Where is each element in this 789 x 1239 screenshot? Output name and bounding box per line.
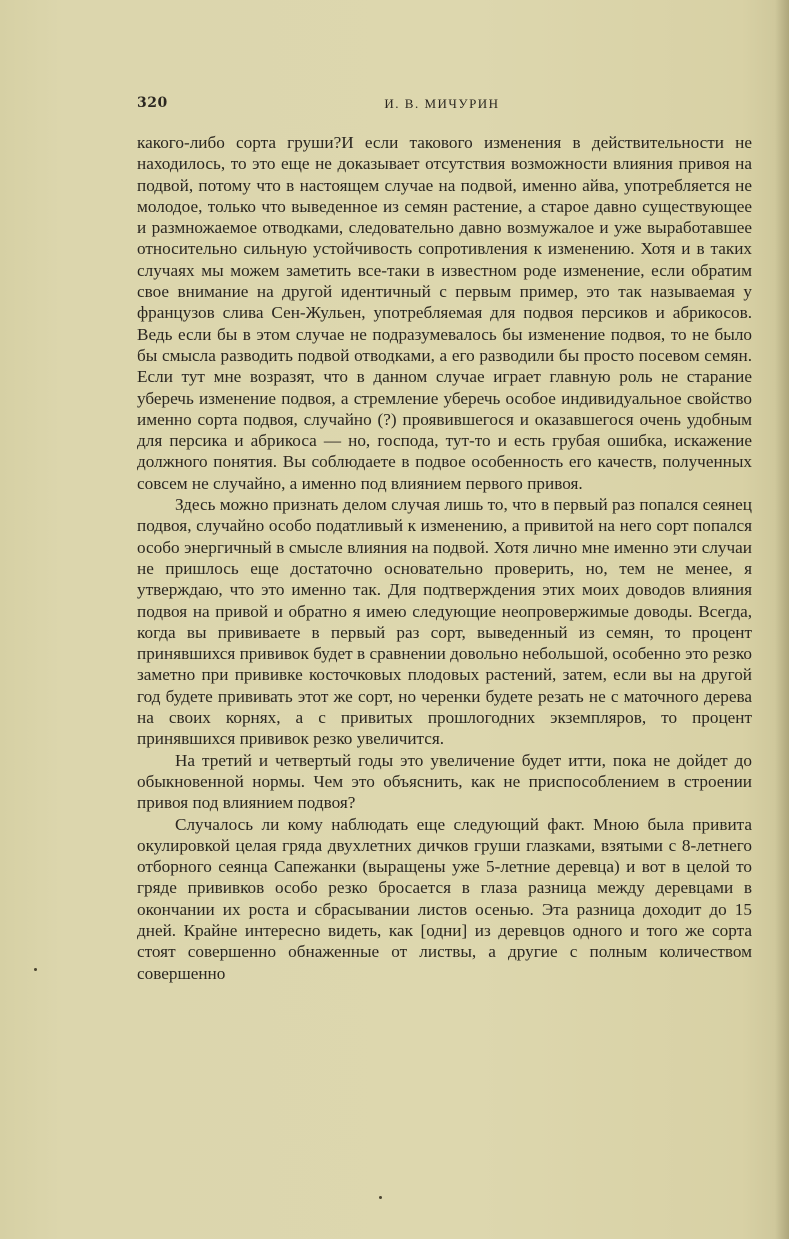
print-speck [34,968,37,971]
running-title: И. В. МИЧУРИН [384,96,500,111]
page-header [137,95,747,115]
page-edge-shadow [775,0,789,1239]
body-text [137,132,752,984]
paragraph: какого-либо сорта груши?И если такового изменения в действительности не находилось, то это еще не доказывает отсутствия возможности влияния привоя на подвой, потому что в настоящем случае на подвой, именно айва, употребляется не молодое, только что выведенное из семян растение, а старое давно существующее и размножаемое отводками, следовательно давно возмужалое и уже выработавшее относительно сильную устойчивость сопротивления к изменению. Хотя и в таких случаях мы можем заметить все-таки в известном роде изменение, если обратим свое внимание на другой идентичный с первым пример, это так называемая у французов слива Сен-Жульен, употребляемая для подвоя персиков и абрикосов. Ведь если бы в этом случае не подразумевалось бы изменение подвоя, то не было бы смысла разводить подвой отводками, а его разводили бы просто посевом семян. Если тут мне возразят, что в данном случае играет главную роль не старание уберечь изменение подвоя, а стремление уберечь особое индивидуальное свойство именно сорта подвоя, случайно (?) проявившегося и оказавшегося очень удобным для персика и абрикоса — но, господа, тут-то и есть грубая ошибка, искажение должного понятия. Вы соблюдаете в подвое особенность его качеств, полученных совсем не случайно, а именно под влиянием первого привоя. [137,133,752,493]
page-number: 320 [137,95,168,111]
print-speck [379,1196,382,1199]
paragraph: Случалось ли кому наблюдать еще следующий факт. Мною была привита окулировкой целая гряда двухлетних дичков груши глазками, взятыми с 8-летнего отборного сеянца Сапежанки (выращены уже 5-летние деревца) и вот в целой то гряде прививков особо резко бросается в глаза разница между деревцами в окончании их роста и сбрасывании листов осенью. Эта разница доходит до 15 дней. Крайне интересно видеть, как [одни] из деревцов одного и того же сорта стоят совершенно обнаженные от листвы, а другие с полным количеством совершенно [137,814,752,983]
paragraph: На третий и четвертый годы это увеличение будет итти, пока не дойдет до обыкновенной нормы. Чем это объяснить, как не приспособлением в строении привоя под влиянием подвоя? [137,750,752,813]
paragraph: Здесь можно признать делом случая лишь то, что в первый раз попался сеянец подвоя, случайно особо податливый к изменению, а привитой на него сорт попался особо энергичный в смысле влияния на подвой. Хотя лично мне именно эти случаи не пришлось еще достаточно основательно проверить, но, тем не менее, я утверждаю, что это именно так. Для подтверждения этих моих доводов влияния подвоя на привой и обратно я имею следующие неопровержимые доводы. Всегда, когда вы прививаете в первый раз сорт, выведенный из семян, то процент принявшихся прививок будет в сравнении довольно небольшой, особенно это резко заметно при прививке косточковых плодовых растений, затем, если вы на другой год будете прививать этот же сорт, но черенки будете резать не с маточного дерева на своих корнях, а с привитых прошлогодних экземпляров, то процент принявшихся прививок резко увеличится. [137,495,752,749]
